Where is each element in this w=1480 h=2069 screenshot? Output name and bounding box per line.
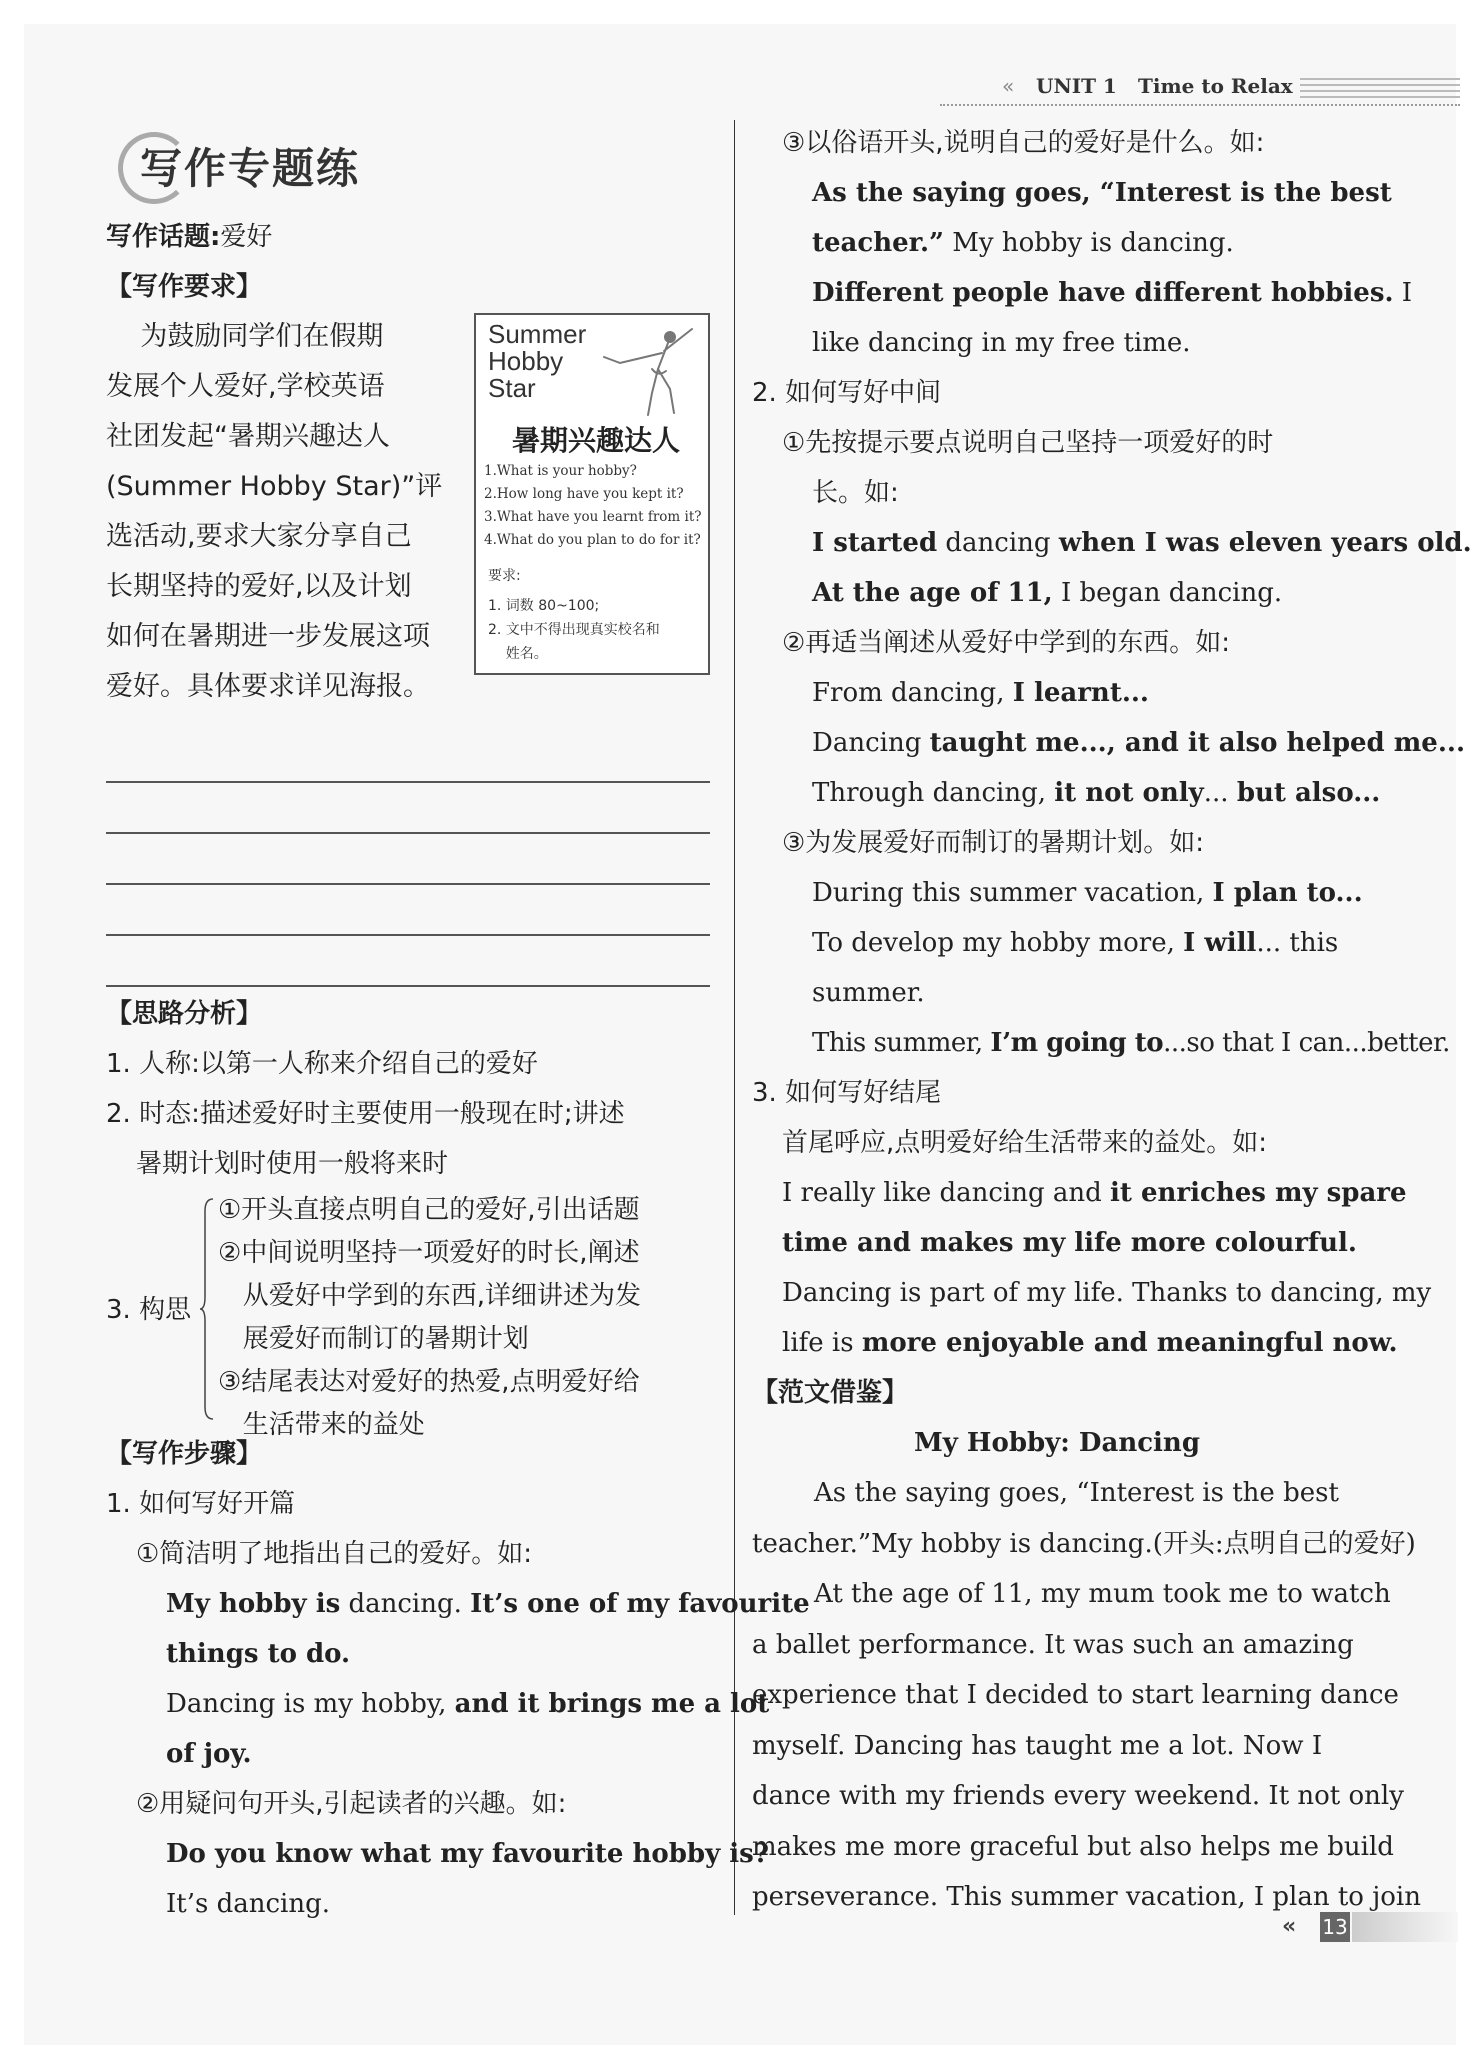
- step2-a-example1: I started dancing when I was eleven years old.: [812, 528, 1472, 558]
- model-essay: [752, 1468, 1421, 1923]
- poster-req: 姓名。: [488, 646, 548, 662]
- step1-b: ②用疑问句开头,引起读者的兴趣。如:: [136, 1789, 567, 1819]
- requirements-paragraph: 为鼓励同学们在假期 发展个人爱好,学校英语 社团发起“暑期兴趣达人 (Summer Hobby Star)”评 选活动,要求大家分享自己 长期坚持的爱好,以及计划 如何在暑期进一步发展这项 爱好。具体要求详见海报。: [106, 321, 443, 702]
- essay-line: myself. Dancing has taught me a lot. Now I: [752, 1730, 1323, 1761]
- step2-a-example2: At the age of 11, I began dancing.: [812, 578, 1283, 608]
- step2-heading: 2. 如何写好中间: [752, 378, 942, 408]
- poster-question: 2.How long have you kept it?: [484, 486, 684, 502]
- header-dotted-rule: [940, 104, 1460, 106]
- summer-hobby-star-poster: [474, 313, 710, 675]
- step1-a: ①简洁明了地指出自己的爱好。如:: [136, 1539, 533, 1569]
- poster-question: 3.What have you learnt from it?: [484, 509, 702, 525]
- unit-label: UNIT 1: [1036, 74, 1117, 98]
- analysis-heading: 【思路分析】: [106, 999, 263, 1029]
- analysis-tense: 2. 时态:描述爱好时主要使用一般现在时;讲述: [106, 1099, 625, 1129]
- step3-heading: 3. 如何写好结尾: [752, 1078, 942, 1108]
- writing-line[interactable]: [106, 885, 710, 936]
- poster-title: Summer Hobby Star: [488, 319, 587, 403]
- page-title: 写作专题练: [140, 144, 361, 193]
- ballet-dancer-icon: [600, 323, 698, 419]
- double-chevron-left-icon: «: [1282, 1914, 1297, 1939]
- step2-b-example2: Dancing taught me..., and it also helped me...: [812, 728, 1465, 758]
- poster-req: 2. 文中不得出现真实校名和: [488, 622, 660, 638]
- section-title: [118, 130, 716, 206]
- structure-label: 3. 构思: [106, 1295, 192, 1325]
- poster-req: 1. 词数 80~100;: [488, 598, 600, 614]
- page-number: 13: [1320, 1912, 1350, 1942]
- step2-a-cont: 长。如:: [812, 478, 899, 508]
- step1-c-example2: Different people have different hobbies. I: [812, 278, 1413, 308]
- essay-line: teacher.”My hobby is dancing.(开头:点明自己的爱好): [752, 1528, 1416, 1559]
- unit-topic: Time to Relax: [1138, 74, 1293, 98]
- step2-c: ③为发展爱好而制订的暑期计划。如:: [782, 828, 1205, 858]
- column-divider: [734, 120, 735, 1915]
- essay-line: a ballet performance. It was such an amazing: [752, 1629, 1354, 1660]
- step1-c: ③以俗语开头,说明自己的爱好是什么。如:: [782, 128, 1265, 158]
- step2-c-example2: To develop my hobby more, I will... this: [812, 928, 1339, 958]
- requirements-heading: 【写作要求】: [106, 272, 263, 302]
- step2-a: ①先按提示要点说明自己坚持一项爱好的时: [782, 428, 1274, 458]
- step1-b-example2: It’s dancing.: [166, 1889, 331, 1919]
- step1-c-example1-cont: teacher.” My hobby is dancing.: [812, 228, 1234, 258]
- essay-title: My Hobby: Dancing: [913, 1428, 1201, 1458]
- essay-line: makes me more graceful but also helps me build: [752, 1831, 1394, 1862]
- essay-line: perseverance. This summer vacation, I plan to join: [752, 1882, 1421, 1912]
- step3-a: 首尾呼应,点明爱好给生活带来的益处。如:: [782, 1128, 1268, 1158]
- step2-c-example1: During this summer vacation, I plan to...: [812, 878, 1363, 908]
- step2-c-example3: This summer, I’m going to...so that I can...better.: [812, 1028, 1450, 1058]
- step2-b-example3: Through dancing, it not only... but also...: [812, 778, 1381, 808]
- writing-line[interactable]: [106, 783, 710, 834]
- structure-items: ①开头直接点明自己的爱好,引出话题 ②中间说明坚持一项爱好的时长,阐述 从爱好中学到的东西,详细讲述为发 展爱好而制订的暑期计划 ③结尾表达对爱好的热爱,点明爱好给 生活带来的益处: [218, 1195, 642, 1440]
- step3-example2: Dancing is part of my life. Thanks to dancing, my: [782, 1278, 1432, 1308]
- step2-c-example2-cont: summer.: [812, 978, 925, 1008]
- step1-a-example1: My hobby is dancing. It’s one of my favourite: [166, 1589, 810, 1619]
- step3-example1: I really like dancing and it enriches my spare: [782, 1178, 1407, 1208]
- topic-line: 写作话题:爱好: [106, 222, 273, 252]
- step2-b: ②再适当阐述从爱好中学到的东西。如:: [782, 628, 1231, 658]
- poster-question: 4.What do you plan to do for it?: [484, 532, 701, 548]
- essay-line: At the age of 11, my mum took me to watch: [814, 1579, 1391, 1609]
- writing-line[interactable]: [106, 936, 710, 987]
- essay-line: dance with my friends every weekend. It not only: [752, 1781, 1404, 1811]
- step1-c-example2-cont: like dancing in my free time.: [812, 328, 1191, 358]
- page-number-bar: [1352, 1912, 1458, 1942]
- analysis-structure: [106, 1189, 716, 1440]
- writing-lines[interactable]: [106, 732, 716, 987]
- analysis-tense-cont: 暑期计划时使用一般将来时: [136, 1149, 449, 1179]
- poster-req-label: 要求:: [488, 568, 521, 584]
- curly-brace-icon: [200, 1197, 214, 1421]
- right-column: [752, 118, 1472, 1923]
- essay-line: As the saying goes, “Interest is the best: [814, 1478, 1339, 1508]
- poster-cn-title: 暑期兴趣达人: [512, 424, 681, 457]
- essay-line: experience that I decided to start learning dance: [752, 1680, 1399, 1710]
- step1-a-example2: Dancing is my hobby, and it brings me a lot: [166, 1689, 770, 1719]
- double-chevron-left-icon: «: [1002, 74, 1015, 98]
- step1-c-example1: As the saying goes, “Interest is the best: [812, 178, 1392, 208]
- writing-line[interactable]: [106, 732, 710, 783]
- header-decoration: [1300, 78, 1460, 98]
- step3-example1-cont: time and makes my life more colourful.: [782, 1228, 1357, 1258]
- analysis-person: 1. 人称:以第一人称来介绍自己的爱好: [106, 1049, 538, 1079]
- running-header: [940, 74, 1460, 104]
- writing-line[interactable]: [106, 834, 710, 885]
- step1-heading: 1. 如何写好开篇: [106, 1489, 296, 1519]
- step3-example2-cont: life is more enjoyable and meaningful now.: [782, 1328, 1398, 1358]
- step2-b-example1: From dancing, I learnt...: [812, 678, 1149, 708]
- step1-b-example1: Do you know what my favourite hobby is?: [166, 1839, 769, 1869]
- model-heading: 【范文借鉴】: [752, 1378, 909, 1408]
- step1-a-example2-cont: of joy.: [166, 1739, 252, 1769]
- steps-heading: 【写作步骤】: [106, 1439, 263, 1469]
- step1-a-example1-cont: things to do.: [166, 1639, 351, 1669]
- poster-question: 1.What is your hobby?: [484, 463, 637, 479]
